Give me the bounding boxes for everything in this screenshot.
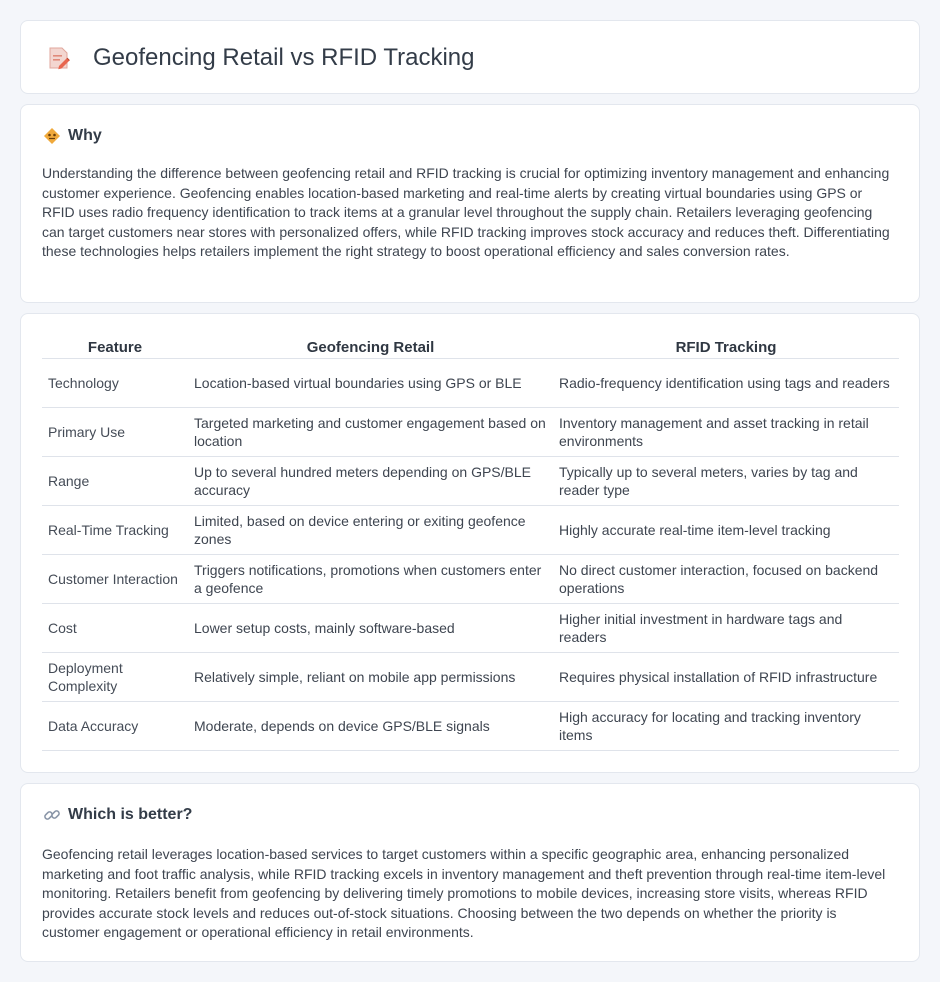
better-heading — [43, 804, 192, 826]
better-heading-label: Which is better? — [68, 806, 193, 823]
better-text: Geofencing retail leverages location-based services to target customers within a specific geographic area, enhancing personalized marketing and foot traffic analysis, while RFID tracking excels in inventory management and theft prevention through real-time item-level monitoring. Retailers benefit from geofencing by delivering timely promotions to mobile devices, increasing store visits, whereas RFID provides accurate stock levels and reduces out-of-stock situations. Choosing between the two depends on whether the priority is customer engagement or operational efficiency in retail environments. — [42, 846, 886, 940]
rfid-cell: Radio-frequency identification using tags and readers — [553, 358, 899, 407]
comparison-section — [20, 313, 920, 773]
rfid-cell: Higher initial investment in hardware tags and readers — [553, 603, 899, 652]
table-row — [42, 358, 899, 407]
rfid-cell: Inventory management and asset tracking in retail environments — [553, 407, 899, 456]
document-pencil-icon — [47, 45, 71, 71]
geofencing-cell: Targeted marketing and customer engagement based on location — [188, 407, 553, 456]
rfid-cell: Typically up to several meters, varies by tag and reader type — [553, 456, 899, 505]
rfid-cell: High accuracy for locating and tracking inventory items — [553, 701, 899, 750]
why-text: Understanding the difference between geofencing retail and RFID tracking is crucial for optimizing inventory management and enhancing customer experience. Geofencing enables location-based marketing and real-time alerts by creating virtual boundaries using GPS or RFID uses radio frequency identification to track items at a granular level throughout the supply chain. Retailers leveraging geofencing can target customers near stores with personalized offers, while RFID tracking improves stock accuracy and reduces theft. Differentiating these technologies helps retailers implement the right strategy to boost operational efficiency and sales conversion rates. — [42, 165, 890, 259]
why-section — [20, 104, 920, 303]
table-row — [42, 505, 899, 554]
diamond-warning-icon — [43, 127, 61, 145]
geofencing-cell: Moderate, depends on device GPS/BLE signals — [188, 701, 553, 750]
rfid-cell: Highly accurate real-time item-level tracking — [553, 505, 899, 554]
feature-cell: Data Accuracy — [42, 701, 188, 750]
why-heading-label: Why — [68, 127, 102, 144]
why-heading — [43, 125, 102, 147]
header-geofencing: Geofencing Retail — [188, 337, 553, 358]
table-row — [42, 456, 899, 505]
feature-cell: Customer Interaction — [42, 554, 188, 603]
which-is-better-section — [20, 783, 920, 962]
geofencing-cell: Limited, based on device entering or exiting geofence zones — [188, 505, 553, 554]
geofencing-cell: Relatively simple, reliant on mobile app permissions — [188, 652, 553, 701]
rfid-cell: Requires physical installation of RFID infrastructure — [553, 652, 899, 701]
geofencing-cell: Location-based virtual boundaries using GPS or BLE — [188, 358, 553, 407]
feature-cell: Deployment Complexity — [42, 652, 188, 701]
table-row — [42, 652, 899, 701]
title-card — [20, 20, 920, 94]
table-header-row — [42, 337, 899, 358]
header-feature: Feature — [42, 337, 188, 358]
geofencing-cell: Lower setup costs, mainly software-based — [188, 603, 553, 652]
page-title: Geofencing Retail vs RFID Tracking — [93, 44, 475, 71]
comparison-table — [42, 337, 899, 751]
header-rfid: RFID Tracking — [553, 337, 899, 358]
feature-cell: Range — [42, 456, 188, 505]
feature-cell: Technology — [42, 358, 188, 407]
table-row — [42, 554, 899, 603]
feature-cell: Primary Use — [42, 407, 188, 456]
geofencing-cell: Triggers notifications, promotions when customers enter a geofence — [188, 554, 553, 603]
table-row — [42, 407, 899, 456]
feature-cell: Real-Time Tracking — [42, 505, 188, 554]
table-row — [42, 603, 899, 652]
geofencing-cell: Up to several hundred meters depending on GPS/BLE accuracy — [188, 456, 553, 505]
link-icon — [43, 806, 61, 824]
rfid-cell: No direct customer interaction, focused on backend operations — [553, 554, 899, 603]
table-row — [42, 701, 899, 750]
feature-cell: Cost — [42, 603, 188, 652]
